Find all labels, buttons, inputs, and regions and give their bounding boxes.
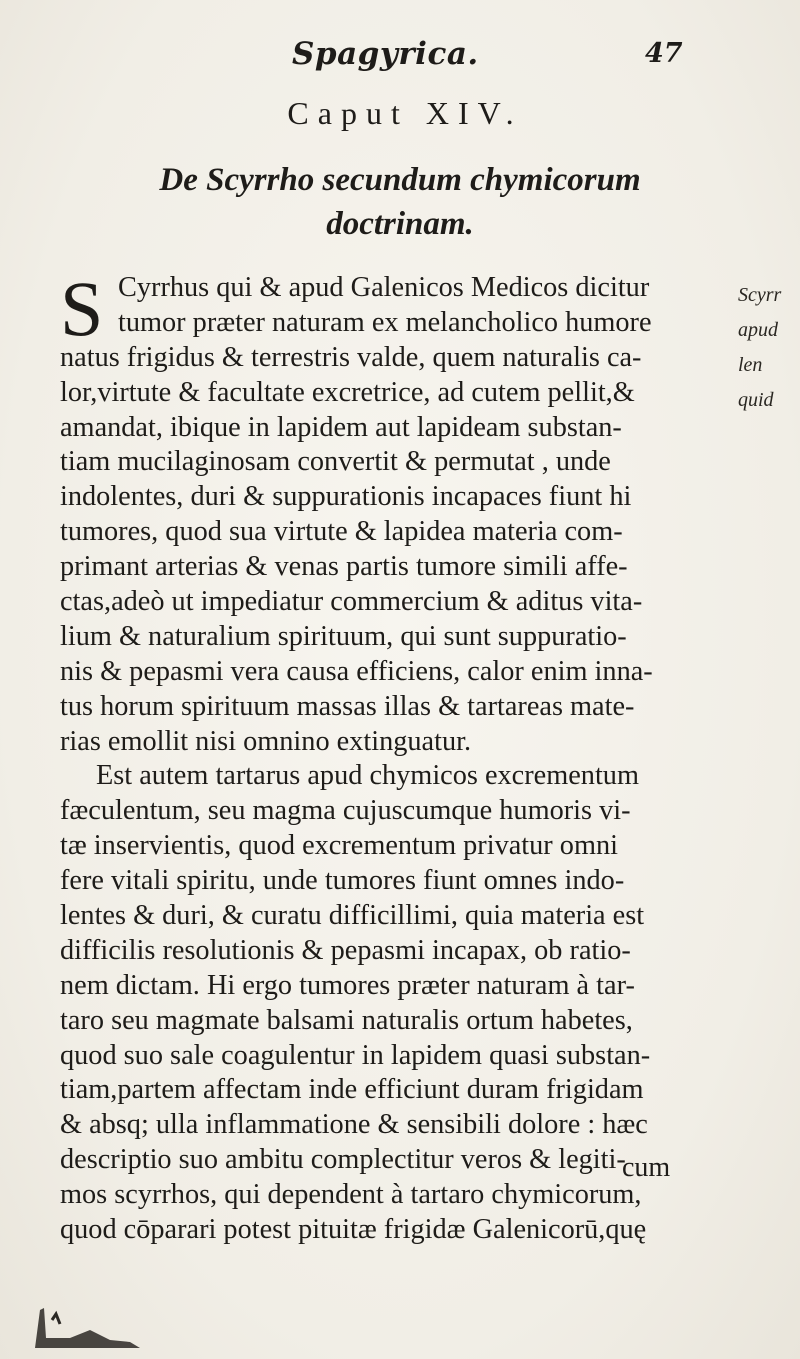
subtitle-line-2: doctrinam. [326, 206, 474, 242]
text-line: fæculentum, seu magma cujuscumque humoris vi- [60, 795, 631, 827]
text-lines [60, 265, 685, 1248]
text-line: tumor præter naturam ex melancholico humore [118, 306, 652, 338]
text-line: ctas,adeò ut impediatur commercium & aditus vita- [60, 586, 643, 618]
text-line: taro seu magmate balsami naturalis ortum habetes, [60, 1004, 633, 1036]
text-line: lentes & duri, & curatu difficillimi, quia materia est [60, 900, 645, 932]
margin-notes [738, 278, 798, 418]
text-line: nem dictam. Hi ergo tumores præter naturam à tar- [60, 969, 635, 1001]
text-line: fere vitali spiritu, unde tumores fiunt omnes indo- [60, 865, 625, 897]
text-line: descriptio suo ambitu complectitur veros & legiti- [60, 1144, 626, 1176]
chapter-subtitle [0, 158, 800, 246]
subtitle-line-1: De Scyrrho secundum chymicorum [159, 162, 641, 198]
running-title: Spagyrica. [292, 36, 479, 72]
page-number: 47 [645, 38, 683, 69]
text-line: primant arterias & venas partis tumore simili affe- [60, 551, 628, 583]
text-line: Cyrrhus qui & apud Galenicos Medicos dicitur [118, 272, 650, 303]
text-line: nis & pepasmi vera causa efficiens, calor enim inna- [60, 655, 653, 687]
margin-note: len [738, 354, 763, 376]
text-line: Est autem tartarus apud chymicos excrementum [96, 760, 639, 792]
ink-smudge [30, 1290, 160, 1350]
text-line: tiam mucilaginosam convertit & permutat , unde [60, 446, 611, 478]
text-line: lor,virtute & facultate excretrice, ad cutem pellit,& [60, 376, 635, 408]
text-line: tumores, quod sua virtute & lapidea materia com- [60, 516, 623, 548]
running-head [0, 36, 800, 76]
text-line: natus frigidus & terrestris valde, quem naturalis ca- [60, 341, 642, 373]
text-line: indolentes, duri & suppurationis incapaces fiunt hi [60, 481, 632, 513]
text-line: mos scyrrhos, qui dependent à tartaro chymicorum, [60, 1179, 642, 1211]
text-line: & absq; ulla inflammatione & sensibili dolore : hæc [60, 1109, 648, 1141]
text-line: tæ inservientis, quod excrementum privatur omni [60, 830, 618, 862]
chapter-heading: Caput XIV. [287, 95, 523, 131]
margin-note: quid [738, 389, 774, 411]
text-line: tus horum spirituum massas illas & tartareas mate- [60, 690, 635, 722]
drop-cap: S [60, 265, 104, 352]
text-line: difficilis resolutionis & pepasmi incapax, ob ratio- [60, 934, 631, 966]
margin-note: apud [738, 319, 778, 341]
text-line: quod suo sale coagulentur in lapidem quasi substan- [60, 1039, 651, 1071]
text-line: amandat, ibique in lapidem aut lapideam substan- [60, 411, 622, 443]
text-line: tiam,partem affectam inde efficiunt duram frigidam [60, 1074, 644, 1106]
catchword: cum [622, 1152, 671, 1183]
text-line: lium & naturalium spirituum, qui sunt suppuratio- [60, 620, 627, 652]
margin-note: Scyrr [738, 284, 782, 306]
text-line: quod cōparari potest pituitæ frigidæ Galenicorū,quę [60, 1214, 647, 1246]
body-text [60, 265, 685, 1248]
text-line: rias emollit nisi omnino extinguatur. [60, 725, 472, 757]
